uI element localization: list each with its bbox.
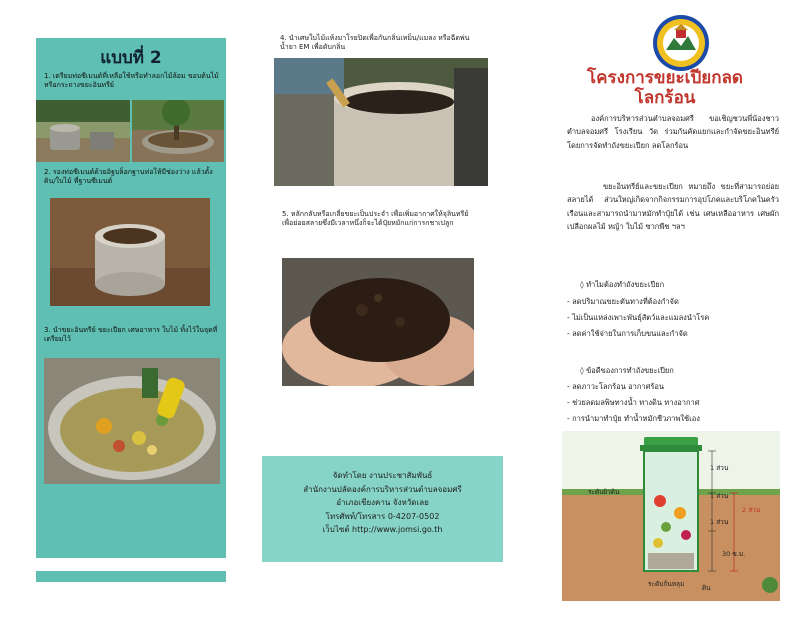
contact-district: อำเภอเชียงคาน จังหวัดเลย: [336, 498, 429, 507]
why-heading: ◊ ทำไมต้องทำถังขยะเปียก: [580, 280, 665, 289]
project-title: [575, 68, 755, 108]
wet-waste-bin-diagram: [562, 431, 780, 601]
label-2-parts: 2 ส่วน: [742, 506, 761, 514]
project-title-line-1: โครงการขยะเปียกลด: [587, 68, 743, 88]
step-2-text: 2. รองท่อซีเมนต์ด้วยอิฐบล็อกฐานท่อให้มีช่องว่าง แล้วตั้งดิน/ใบไม้ ที่ฐานซีเมนต์: [44, 168, 213, 185]
intro-paragraph-1: องค์การบริหารส่วนตำบลจอมศรี ขอเชิญชวนพี่น้องชาวตำบลจอมศรี โรงเรียน วัด ร่วมกันคัดแยกและกำจัดขยะอินทรีย์ โดยการจัดทำถังขยะเปียก ลดโลกร้อน: [567, 114, 779, 150]
organization-seal-icon: [652, 14, 710, 72]
label-1-part-low: 1 ส่วน: [710, 518, 729, 526]
contact-organizer: จัดทำโดย งานประชาสัมพันธ์: [332, 471, 433, 480]
step-5-text: 5. หลักกลับหรือเกลี่ยขยะเป็นประจำ เพื่อเพิ่มอากาศให้จุลินทรีย์ เพื่อย่อยสลายซึ่งมีเวลาหนึ่งก็จะได้ปุ๋ยหมักแก่การกชาเปลูก: [282, 210, 469, 227]
benefit-item-3: - การนำมาทำปุ๋ย ทำน้ำหมักชีวภาพใช้เอง: [567, 414, 700, 423]
why-item-3: - ลดค่าใช้จ่ายในการเก็บขนและกำจัด: [567, 329, 688, 338]
project-title-line-2: โลกร้อน: [634, 88, 696, 108]
intro-paragraph-2: ขยะอินทรีย์และขยะเปียก หมายถึง ขยะที่สามารถย่อยสลายได้ ส่วนใหญ่เกิดจากกิจกรรมการอุปโภคและบริโภคในครัวเรือนและสามารถนำมาหมักทำปุ๋ยได้ เช่น เศษเหลืออาหาร เศษผัก เปลือกผลไม้ หญ้า ใบไม้ ซากพืช ฯลฯ: [567, 182, 779, 232]
photo-tree-ring: [132, 100, 224, 162]
left-panel: [36, 38, 226, 558]
label-soil: ดิน: [702, 584, 711, 592]
label-ground-level: ระดับผิวดิน: [588, 488, 620, 496]
step-4-text: 4. นำเศษใบไม้แห้งมาโรยปิดเพื่อกันกลิ่นเหม็น/แมลง หรือฉีดพ่นน้ำยา EM เพื่อดับกลิ่น: [280, 34, 470, 51]
step-3-text: 3. นำขยะอินทรีย์ ขยะเปียก เศษอาหาร ใบไม้ ทิ้งไว้ในจุดที่เตรียมไว้: [44, 326, 218, 343]
photo-compost-hands: [282, 258, 474, 386]
photo-sprinkle-em: [274, 58, 488, 186]
contact-website: เว็บไซต์ http://www.jomsi.go.th: [322, 525, 443, 534]
left-bottom-strip: [36, 571, 226, 582]
photo-organic-waste: [44, 358, 220, 484]
method-title: แบบที่ 2: [100, 48, 162, 68]
contact-office: สำนักงานปลัดองค์การบริหารส่วนตำบลจอมศรี: [303, 484, 462, 494]
label-30cm: 30 ซ.ม.: [722, 550, 746, 558]
label-pit-bottom: ระดับก้นหลุม: [648, 580, 685, 588]
benefit-item-1: - ลดภาวะโลกร้อน อากาศร้อน: [567, 382, 665, 391]
contact-phone: โทรศัพท์/โทรสาร 0-4207-0502: [325, 511, 440, 521]
photo-pipe-in-hole: [50, 198, 210, 306]
benefit-heading: ◊ ข้อดีของการทำถังขยะเปียก: [580, 366, 674, 375]
step-1-text: 1. เตรียมท่อซีเมนต์ที่เหลือใช้หรือทำลอกไม้ล้อม ขอบต้นไม้หรือกระถางขยะอินทรีย์: [44, 72, 219, 89]
label-1-part-mid: 1 ส่วน: [710, 492, 729, 500]
label-1-part-top: 1 ส่วน: [710, 464, 729, 472]
benefit-item-2: - ช่วยลดมลพิษทางน้ำ ทางดิน ทางอากาศ: [567, 398, 700, 407]
why-item-1: - ลดปริมาณขยะตันทางที่ต้องกำจัด: [567, 297, 679, 306]
contact-box: [262, 456, 503, 562]
photo-cement-pipe: [36, 100, 130, 162]
why-item-2: - ไม่เป็นแหล่งเพาะพันธุ์สัตว์และแมลงนำโรค: [567, 313, 710, 322]
